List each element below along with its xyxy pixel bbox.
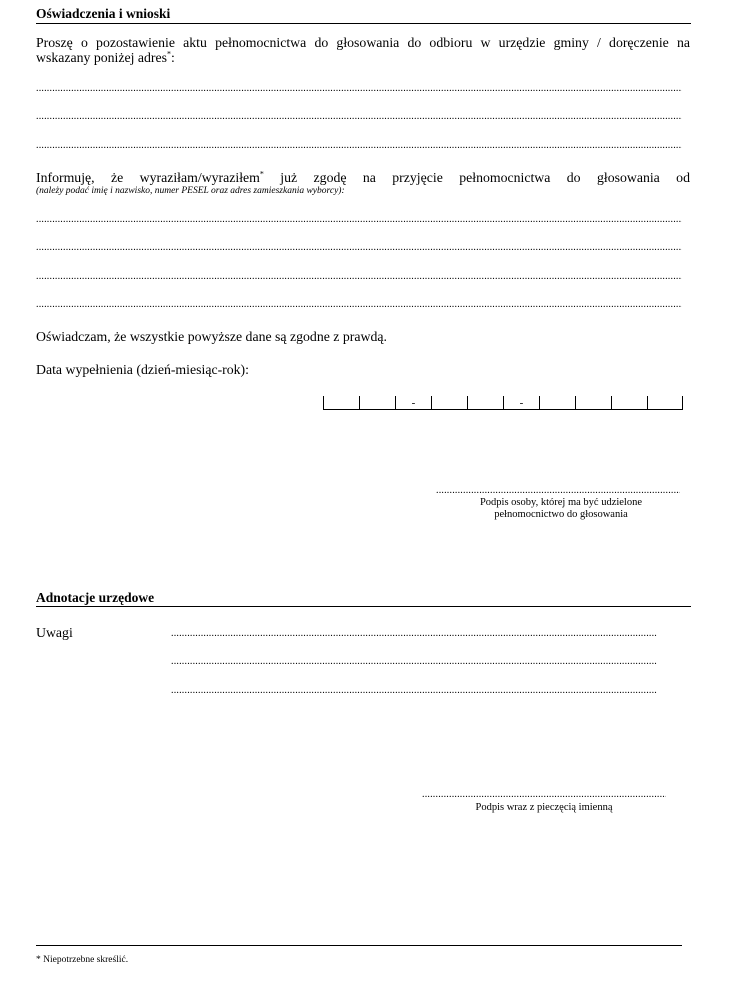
address-line-1[interactable]: [36, 84, 682, 94]
official-signature-line[interactable]: [422, 790, 666, 800]
address-line-2[interactable]: [36, 112, 682, 122]
remarks-label: Uwagi: [36, 625, 73, 640]
section-divider: [36, 23, 691, 24]
date-input-boxes[interactable]: [323, 396, 683, 410]
date-month-digit-1[interactable]: [431, 396, 467, 410]
date-year-digit-1[interactable]: [539, 396, 575, 410]
remarks-line-1[interactable]: [171, 629, 657, 639]
voter-line-2[interactable]: [36, 243, 682, 253]
section-title-official: Adnotacje urzędowe: [36, 590, 155, 605]
date-day-digit-1[interactable]: [323, 396, 359, 410]
address-line-3[interactable]: [36, 141, 682, 151]
voter-line-4[interactable]: [36, 300, 682, 310]
footnote-mark: *: [259, 169, 264, 179]
section-divider: [36, 606, 691, 607]
footnote-mark: *: [167, 49, 172, 59]
voter-line-1[interactable]: [36, 215, 682, 225]
section-title-statements: Oświadczenia i wnioski: [36, 6, 171, 21]
date-day-digit-2[interactable]: [359, 396, 395, 410]
remarks-line-2[interactable]: [171, 657, 657, 667]
request-text-line2: wskazany poniżej adres*:: [36, 49, 175, 65]
date-year-digit-4[interactable]: [647, 396, 683, 410]
date-separator-1: -: [395, 396, 431, 410]
declaration-text: Oświadczam, że wszystkie powyższe dane są zgodne z prawdą.: [36, 329, 387, 344]
date-separator-2: -: [503, 396, 539, 410]
applicant-signature-line[interactable]: [436, 486, 680, 496]
consent-text: Informuję, że wyraziłam/wyraziłem* już zgodę na przyjęcie pełnomocnictwa do głosowania od: [36, 169, 690, 185]
official-signature-caption: Podpis wraz z pieczęcią imienną: [475, 802, 613, 813]
consent-hint: (należy podać imię i nazwisko, numer PESEL oraz adres zamieszkania wyborcy):: [36, 186, 345, 196]
date-year-digit-3[interactable]: [611, 396, 647, 410]
date-year-digit-2[interactable]: [575, 396, 611, 410]
applicant-signature-caption: Podpis osoby, której ma być udzielone pełnomocnictwo do głosowania: [479, 497, 643, 520]
request-text-line1: Proszę o pozostawienie aktu pełnomocnictwa do głosowania do odbioru w urzędzie gminy / doręczenie na: [36, 35, 690, 50]
date-month-digit-2[interactable]: [467, 396, 503, 410]
footnote-divider: [36, 945, 682, 946]
footnote-text: * Niepotrzebne skreślić.: [36, 955, 129, 965]
voter-line-3[interactable]: [36, 272, 682, 282]
remarks-line-3[interactable]: [171, 686, 657, 696]
date-label: Data wypełnienia (dzień-miesiąc-rok):: [36, 362, 249, 377]
